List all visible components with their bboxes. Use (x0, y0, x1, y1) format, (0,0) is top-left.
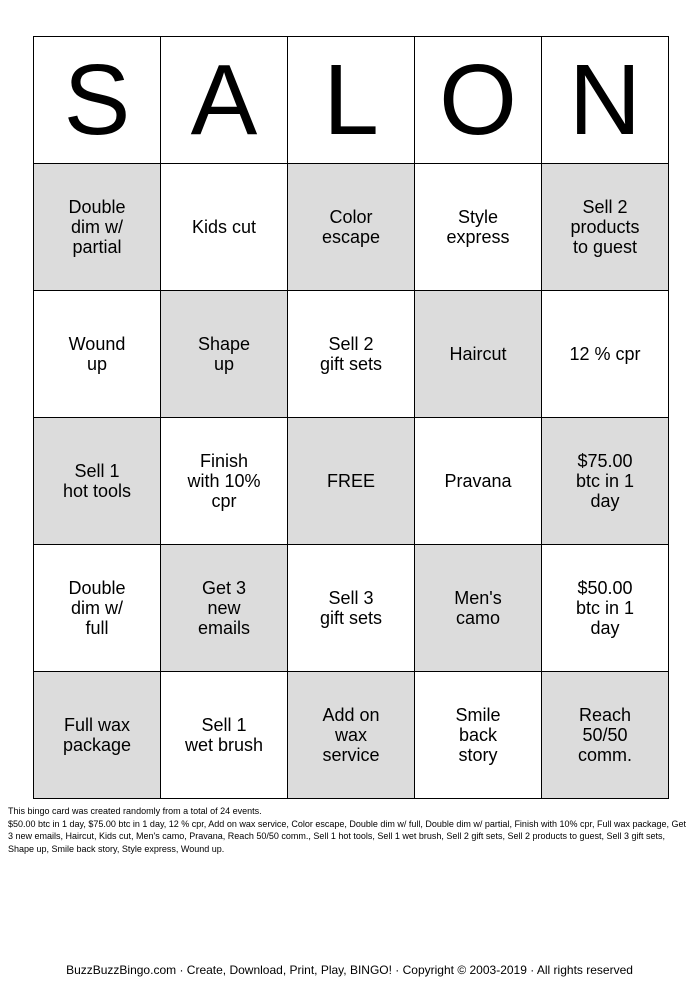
bingo-cell: Style express (415, 164, 542, 291)
bingo-cell: Haircut (415, 291, 542, 418)
header-row (34, 37, 669, 164)
free-space-cell: FREE (288, 418, 415, 545)
site-footer: BuzzBuzzBingo.com · Create, Download, Print, Play, BINGO! · Copyright © 2003-2019 · All rights reserved (66, 963, 633, 977)
notes-summary: This bingo card was created randomly from a total of 24 events. (8, 806, 262, 816)
bingo-cell: Men's camo (415, 545, 542, 672)
bingo-card (33, 36, 669, 799)
bingo-cell: Double dim w/ partial (34, 164, 161, 291)
bingo-row-5 (34, 672, 669, 799)
header-letter-o: O (415, 37, 542, 164)
bingo-cell: Pravana (415, 418, 542, 545)
bingo-cell: Shape up (161, 291, 288, 418)
header-letter-s: S (34, 37, 161, 164)
bingo-cell: Sell 1 wet brush (161, 672, 288, 799)
card-notes (8, 805, 692, 855)
bingo-cell: Sell 1 hot tools (34, 418, 161, 545)
bingo-cell: Color escape (288, 164, 415, 291)
bingo-cell: Reach 50/50 comm. (542, 672, 669, 799)
bingo-cell: Get 3 new emails (161, 545, 288, 672)
bingo-row-1 (34, 164, 669, 291)
notes-event-list: $50.00 btc in 1 day, $75.00 btc in 1 day, 12 % cpr, Add on wax service, Color escape, Double dim w/ full, Double dim w/ partial, Finish with 10% cpr, Full wax package, Get 3 new emails, Haircut, Kids cut, Men's camo, Pravana, Reach 50/50 comm., Sell 1 hot tools, Sell 1 wet brush, Sell 2 gift sets, Sell 2 products to guest, Sell 3 gift sets, Shape up, Smile back story, Style express, Wound up. (8, 818, 687, 854)
bingo-cell: Wound up (34, 291, 161, 418)
bingo-row-4 (34, 545, 669, 672)
bingo-row-3 (34, 418, 669, 545)
bingo-row-2 (34, 291, 669, 418)
bingo-cell: Smile back story (415, 672, 542, 799)
bingo-cell: $50.00 btc in 1 day (542, 545, 669, 672)
bingo-cell: Sell 3 gift sets (288, 545, 415, 672)
bingo-cell: Double dim w/ full (34, 545, 161, 672)
header-letter-l: L (288, 37, 415, 164)
bingo-cell: Kids cut (161, 164, 288, 291)
bingo-cell: 12 % cpr (542, 291, 669, 418)
header-letter-n: N (542, 37, 669, 164)
bingo-cell: Add on wax service (288, 672, 415, 799)
bingo-cell: Full wax package (34, 672, 161, 799)
header-letter-a: A (161, 37, 288, 164)
bingo-cell: Sell 2 gift sets (288, 291, 415, 418)
bingo-cell: $75.00 btc in 1 day (542, 418, 669, 545)
bingo-cell: Sell 2 products to guest (542, 164, 669, 291)
bingo-cell: Finish with 10% cpr (161, 418, 288, 545)
